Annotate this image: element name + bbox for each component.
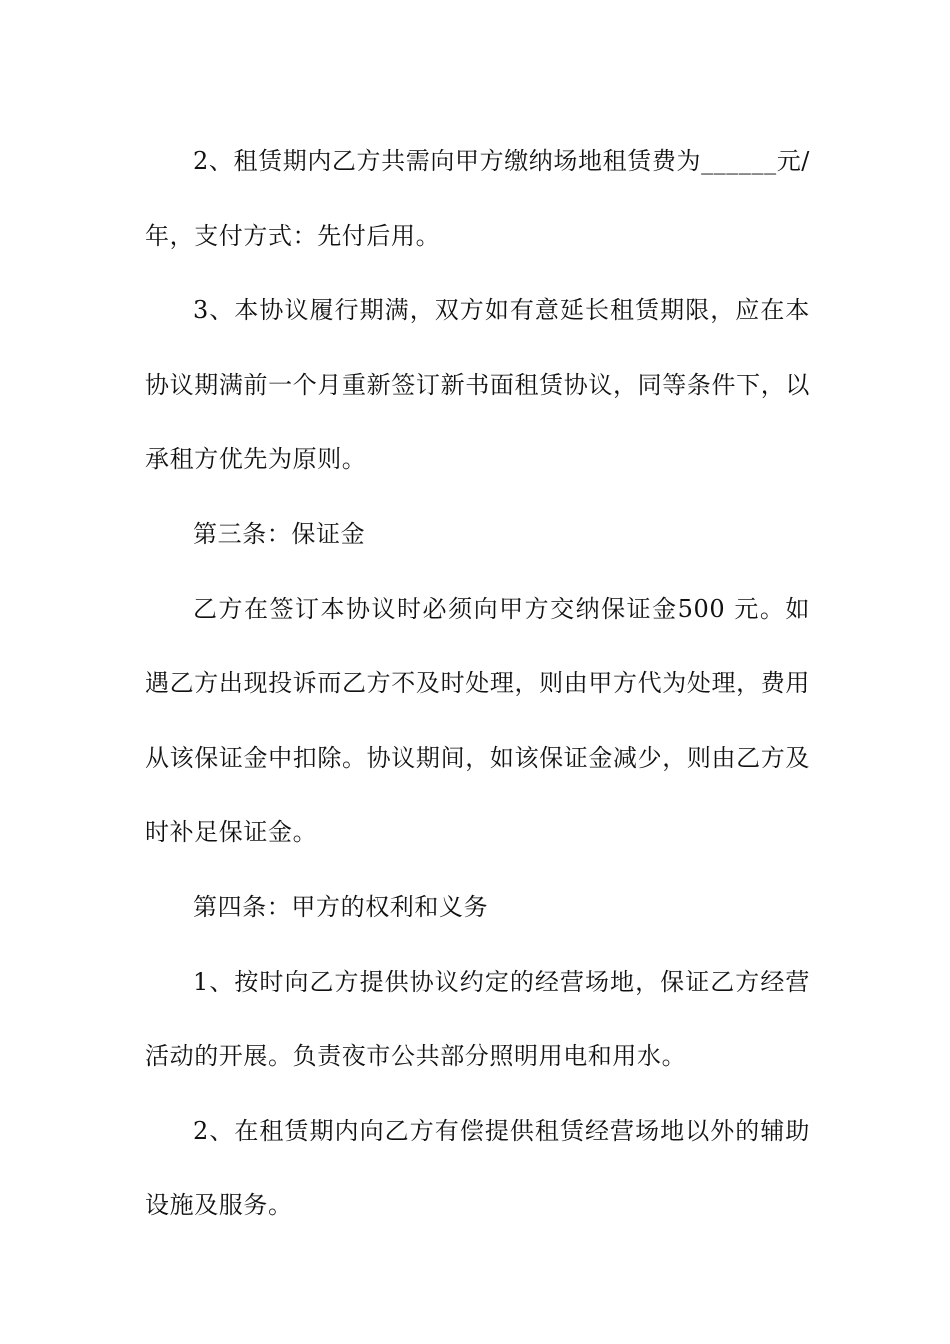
paragraph-renewal: 3、本协议履行期满，双方如有意延长租赁期限，应在本协议期满前一个月重新签订新书面租赁协议，同等条件下，以承租方优先为原则。 [145, 296, 810, 474]
document-body [145, 124, 810, 1243]
paragraph-party-a-duty-1: 1、按时向乙方提供协议约定的经营场地，保证乙方经营活动的开展。负责夜市公共部分照明用电和用水。 [145, 967, 810, 1071]
paragraph-party-a-duty-2: 2、在租赁期内向乙方有偿提供租赁经营场地以外的辅助设施及服务。 [145, 1116, 810, 1220]
heading-article-3: 第三条：保证金 [193, 519, 366, 548]
heading-article-4: 第四条：甲方的权利和义务 [193, 892, 489, 921]
paragraph-rent-fee: 2、租赁期内乙方共需向甲方缴纳场地租赁费为______元/年，支付方式：先付后用。 [145, 147, 810, 250]
paragraph-deposit: 乙方在签订本协议时必须向甲方交纳保证金500 元。如遇乙方出现投诉而乙方不及时处理，则由甲方代为处理，费用从该保证金中扣除。协议期间，如该保证金减少，则由乙方及时补足保证金。 [145, 594, 810, 847]
